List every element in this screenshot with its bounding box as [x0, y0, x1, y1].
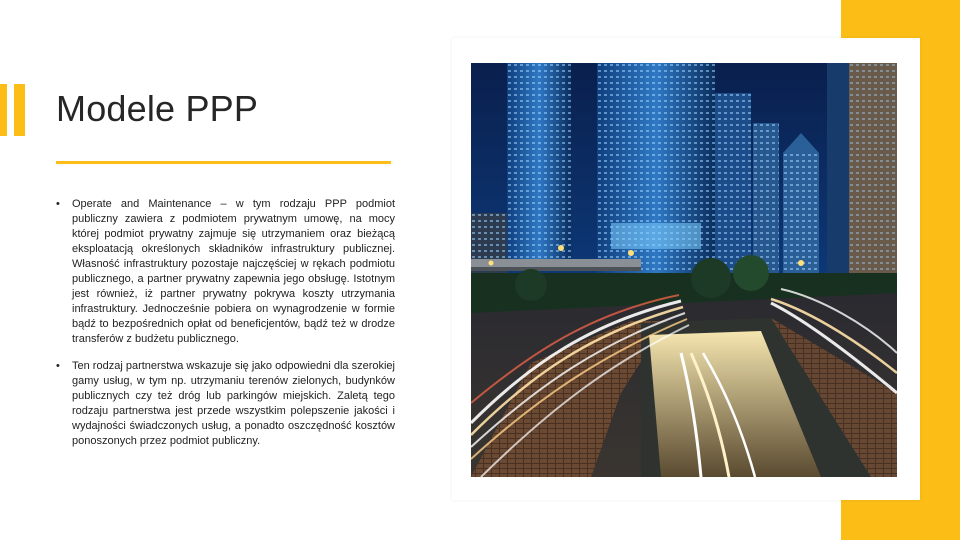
bullet-item: [56, 197, 395, 347]
title-marker: [0, 84, 25, 136]
bullet-text: Operate and Maintenance – w tym rodzaju PPP podmiot publiczny zawiera z podmiotem prywatnym umowę, na mocy której podmiot prywatny zajmuje się utrzymaniem oraz bieżącą eksploatacją określonych składników infrastruktury publicznej. Własność infrastruktury pozostaje najczęściej w rękach podmiotu publicznego, a partner prywatny zapewnia jego obsługę. Istotnym jest również, iż partner prywatny pokrywa koszty utrzymania infrastruktury. Jednocześnie pobiera on wynagrodzenie w formie bądź to bezpośrednich opłat od beneficjentów, bądź też w drodze transferów z budżetu publicznego.: [72, 198, 395, 345]
title-underline: [56, 161, 391, 164]
city-night-photo: [471, 63, 897, 477]
bullet-list: [56, 197, 395, 461]
bullet-text: Ten rodzaj partnerstwa wskazuje się jako odpowiedni dla szerokiej gamy usług, w tym np. utrzymaniu terenów zielonych, budynków publicznych czy też dróg lub parkingów miejskich. Zaletą tego rodzaju partnerstwa jest przede wszystkim polepszenie jakości i wydajności świadczonych usług, a ponadto oszczędność kosztów ponoszonych przez podmiot publiczny.: [72, 360, 395, 447]
page-title: Modele PPP: [56, 88, 259, 129]
bullet-icon: •: [56, 198, 60, 210]
bullet-icon: •: [56, 360, 60, 372]
bullet-item: [56, 359, 395, 449]
